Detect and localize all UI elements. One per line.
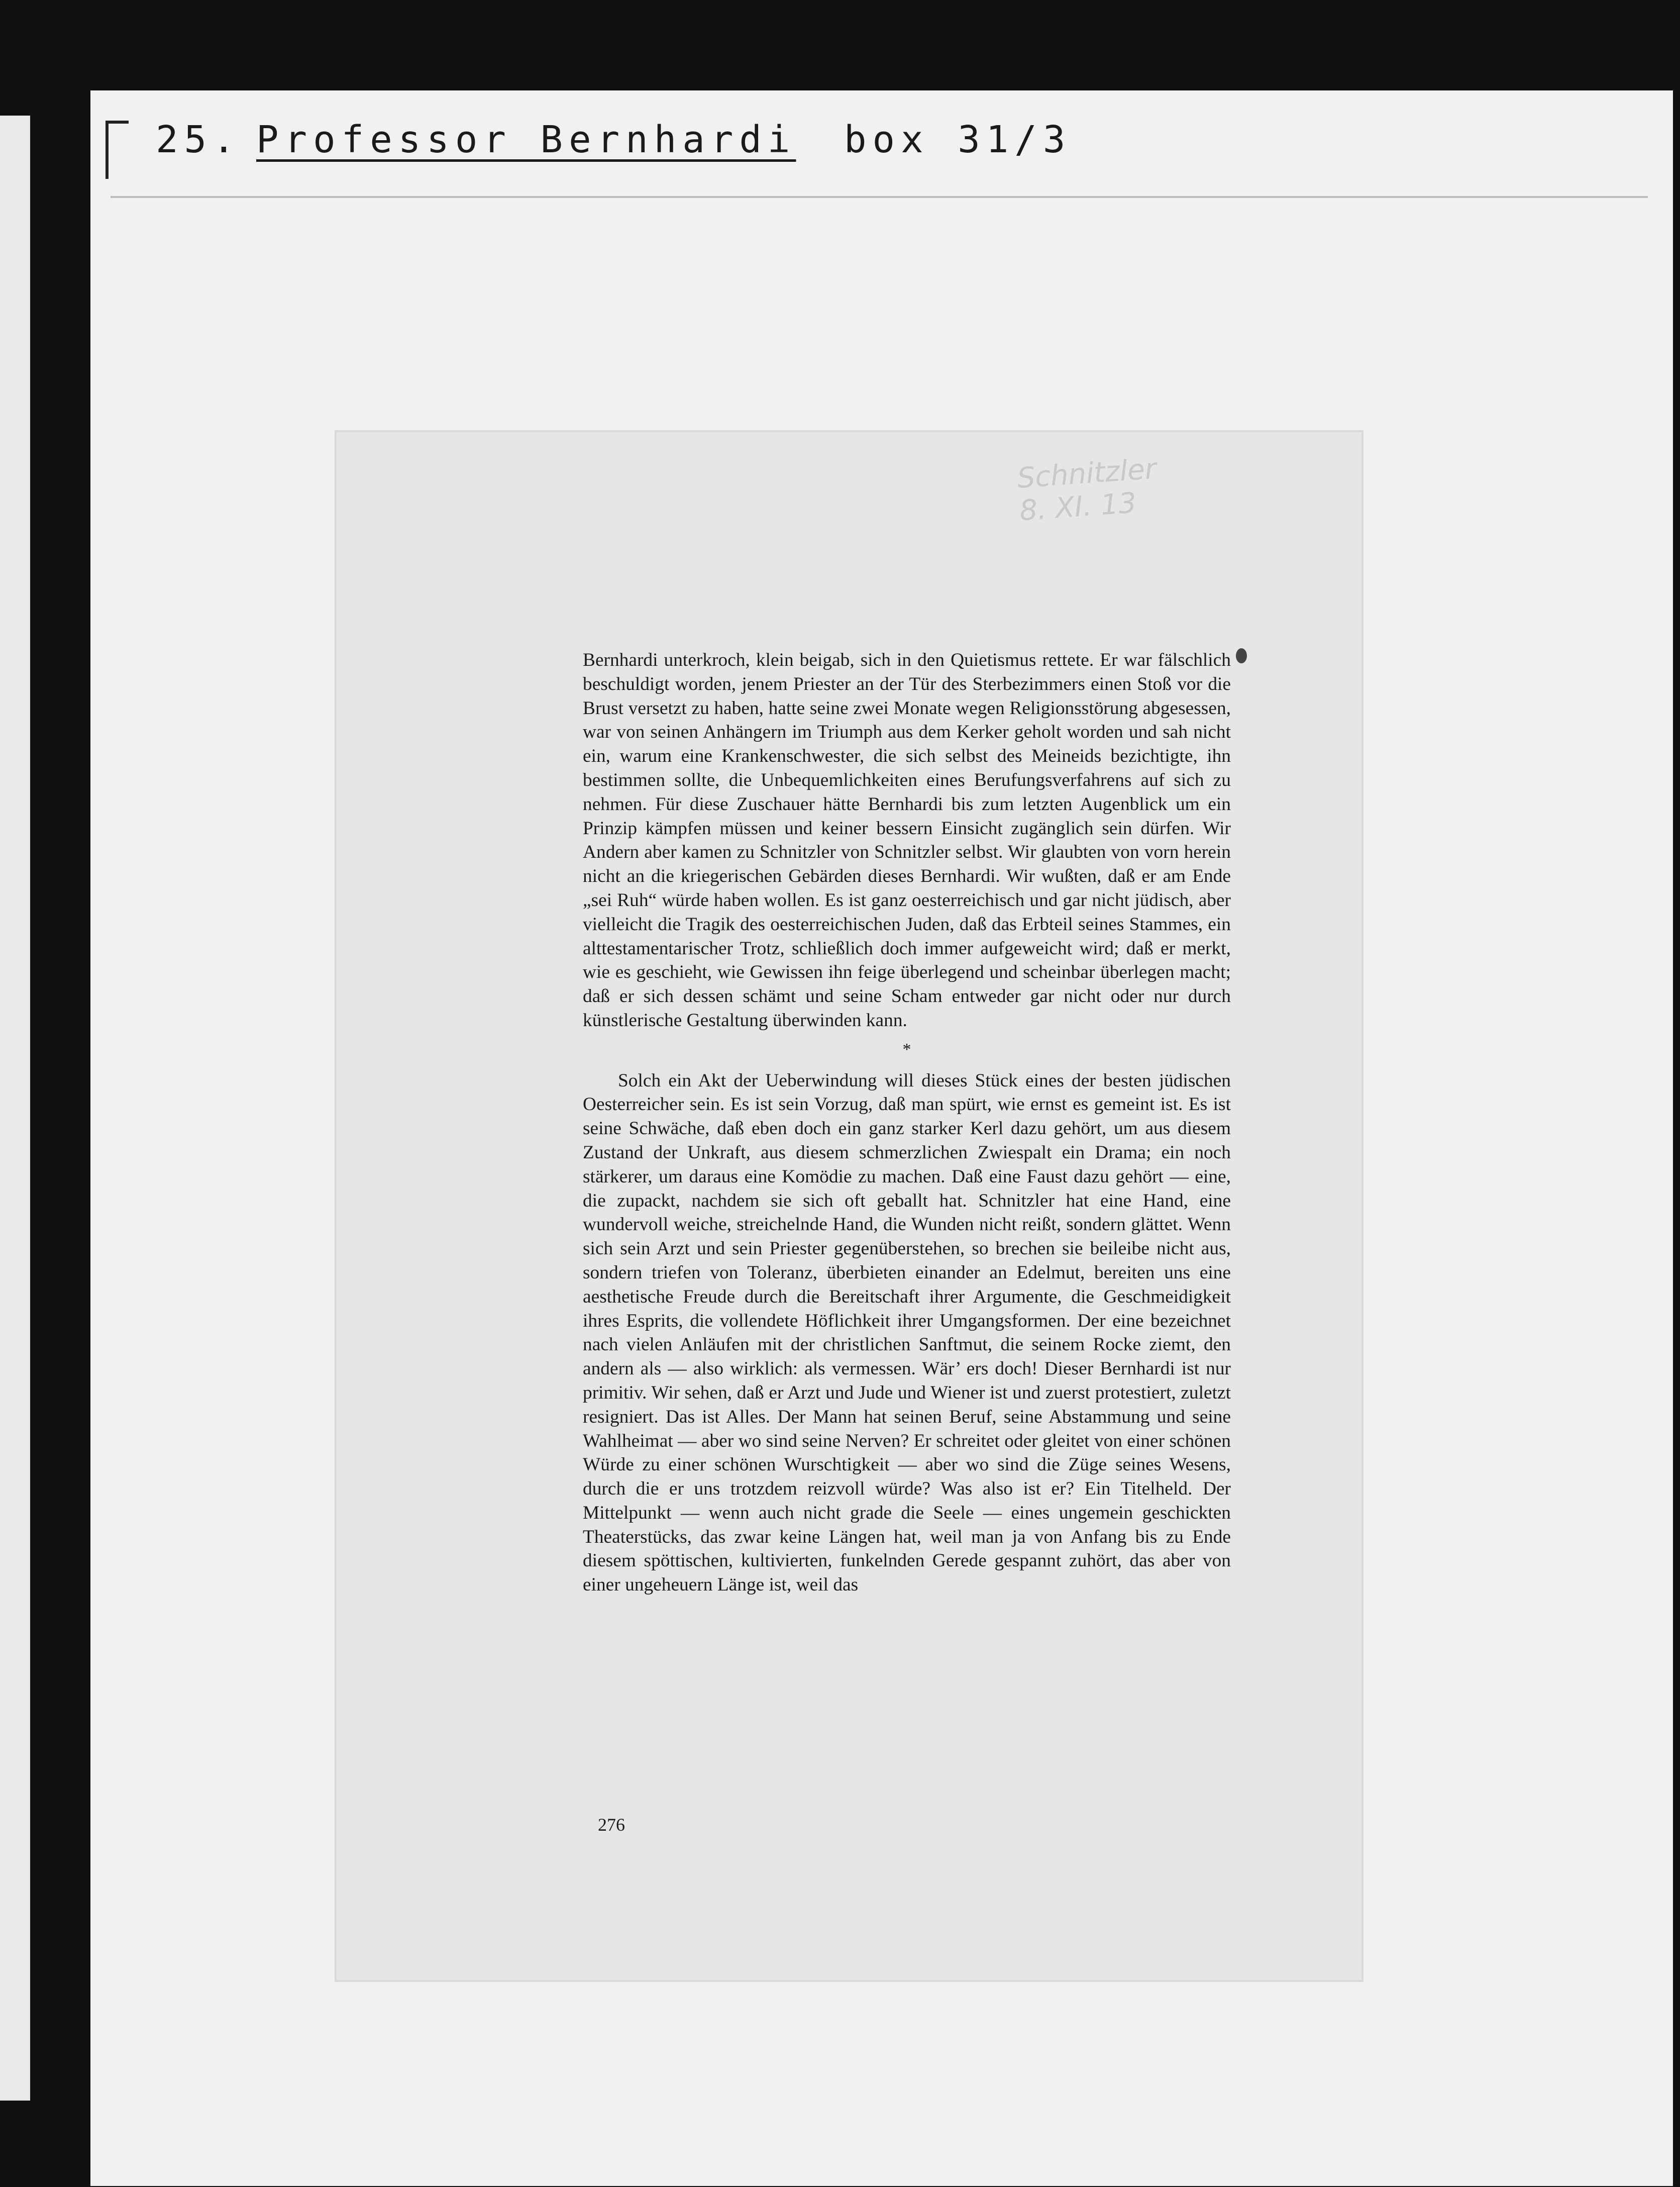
card-header [90,90,1673,206]
corner-bracket [106,121,129,179]
handwritten-note-line-2: 8. XI. 13 [1018,486,1138,528]
paper-mark [1236,648,1247,663]
header-divider [111,196,1648,198]
newspaper-clipping [337,432,1361,1980]
handwritten-note [1016,443,1305,578]
box-label: box 31/3 [844,118,1072,161]
section-divider: * [902,1040,911,1059]
folder-title: Professor Bernhardi [256,118,796,161]
folder-number: 25. [156,118,241,161]
article-paragraph-1: Bernhardi unterkroch, klein beigab, sich in den Quietismus rettete. Er war fälschlich beschuldigt worden, jenem Priester an der Tür des Sterbezimmers einen Stoß vor die Brust versetzt zu haben, hatte seine zwei Monate wegen Religionsstörung abgesessen, war von seinen Anhängern im Triumph aus dem Kerker geholt worden und sah nicht ein, warum eine Krankenschwester, die sich selbst des Meineids bezichtigte, ihn bestimmen sollte, die Unbequemlichkeiten eines Berufungsverfahrens auf sich zu nehmen. Für diese Zuschauer hätte Bernhardi bis zum letzten Augenblick um ein Prinzip kämpfen müssen und keiner bessern Einsicht zugänglich sein dürfen. Wir Andern aber kamen zu Schnitzler von Schnitzler selbst. Wir glaubten von vorn herein nicht an die kriegerischen Gebärden dieses Bernhardi. Wir wußten, daß er am Ende „sei Ruh“ würde haben wollen. Es ist ganz oesterreichisch und gar nicht jüdisch, aber vielleicht die Tragik des oesterreichischen Juden, daß das Erbteil seines Stammes, ein alttestamentarischer Trotz, schließlich doch immer aufgeweicht wird; daß er merkt, wie es geschieht, wie Gewissen ihn feige überlegend und scheinbar überlegen macht; daß er sich dessen schämt und seine Scham entweder gar nicht oder nur durch künstlerische Gestaltung überwinden kann. [583,650,1231,1031]
article-body [583,648,1231,1597]
handwritten-note-line-1: Schnitzler [1016,452,1158,495]
adjacent-page-edge [0,116,30,2101]
page-number: 276 [598,1815,625,1835]
archive-folder-card [90,90,1673,2186]
article-paragraph-2: Solch ein Akt der Ueberwindung will dieses Stück eines der besten jüdischen Oesterreicher sein. Es ist sein Vorzug, daß man spürt, wie ernst es gemeint ist. Es ist seine Schwäche, daß eben doch ein ganz starker Kerl dazu gehört, um aus diesem Zustand der Unkraft, aus diesem schmerzlichen Zwiespalt ein Drama; ein noch stärkerer, um daraus eine Komödie zu machen. Daß eine Faust dazu gehört — eine, die zupackt, nachdem sie sich oft geballt hat. Schnitzler hat eine Hand, eine wundervoll weiche, streichelnde Hand, die Wunden nicht reißt, sondern glättet. Wenn sich sein Arzt und sein Priester gegenüberstehen, so brechen sie beileibe nicht aus, sondern triefen von Toleranz, überbieten einander an Edelmut, bereiten uns eine aesthetische Freude durch die Bereitschaft ihrer Argumente, die Geschmeidigkeit ihres Esprits, die vollendete Höflichkeit ihrer Umgangsformen. Der eine bezeichnet nach vielen Anläufen mit der christlichen Sanftmut, die seinem Rocke ziemt, den andern als — also wirklich: als vermessen. Wär’ ers doch! Dieser Bernhardi ist nur primitiv. Wir sehen, daß er Arzt und Jude und Wiener ist und zuerst protestiert, zuletzt resigniert. Das ist Alles. Der Mann hat seinen Beruf, seine Abstammung und seine Wahlheimat — aber wo sind seine Nerven? Er schreitet oder gleitet von einer schönen Würde zu einer schönen Wurschtigkeit — aber wo sind die Züge seines Wesens, durch die er uns trotzdem reizvoll würde? Was also ist er? Ein Titelheld. Der Mittelpunkt — wenn auch nicht grade die Seele — eines ungemein geschickten Theaterstücks, das zwar keine Längen hat, weil man ja von Anfang bis zu Ende diesem spöttischen, kultivierten, funkelnden Gerede gespannt zuhört, das aber von einer ungeheuern Länge ist, weil das [583,1070,1231,1596]
